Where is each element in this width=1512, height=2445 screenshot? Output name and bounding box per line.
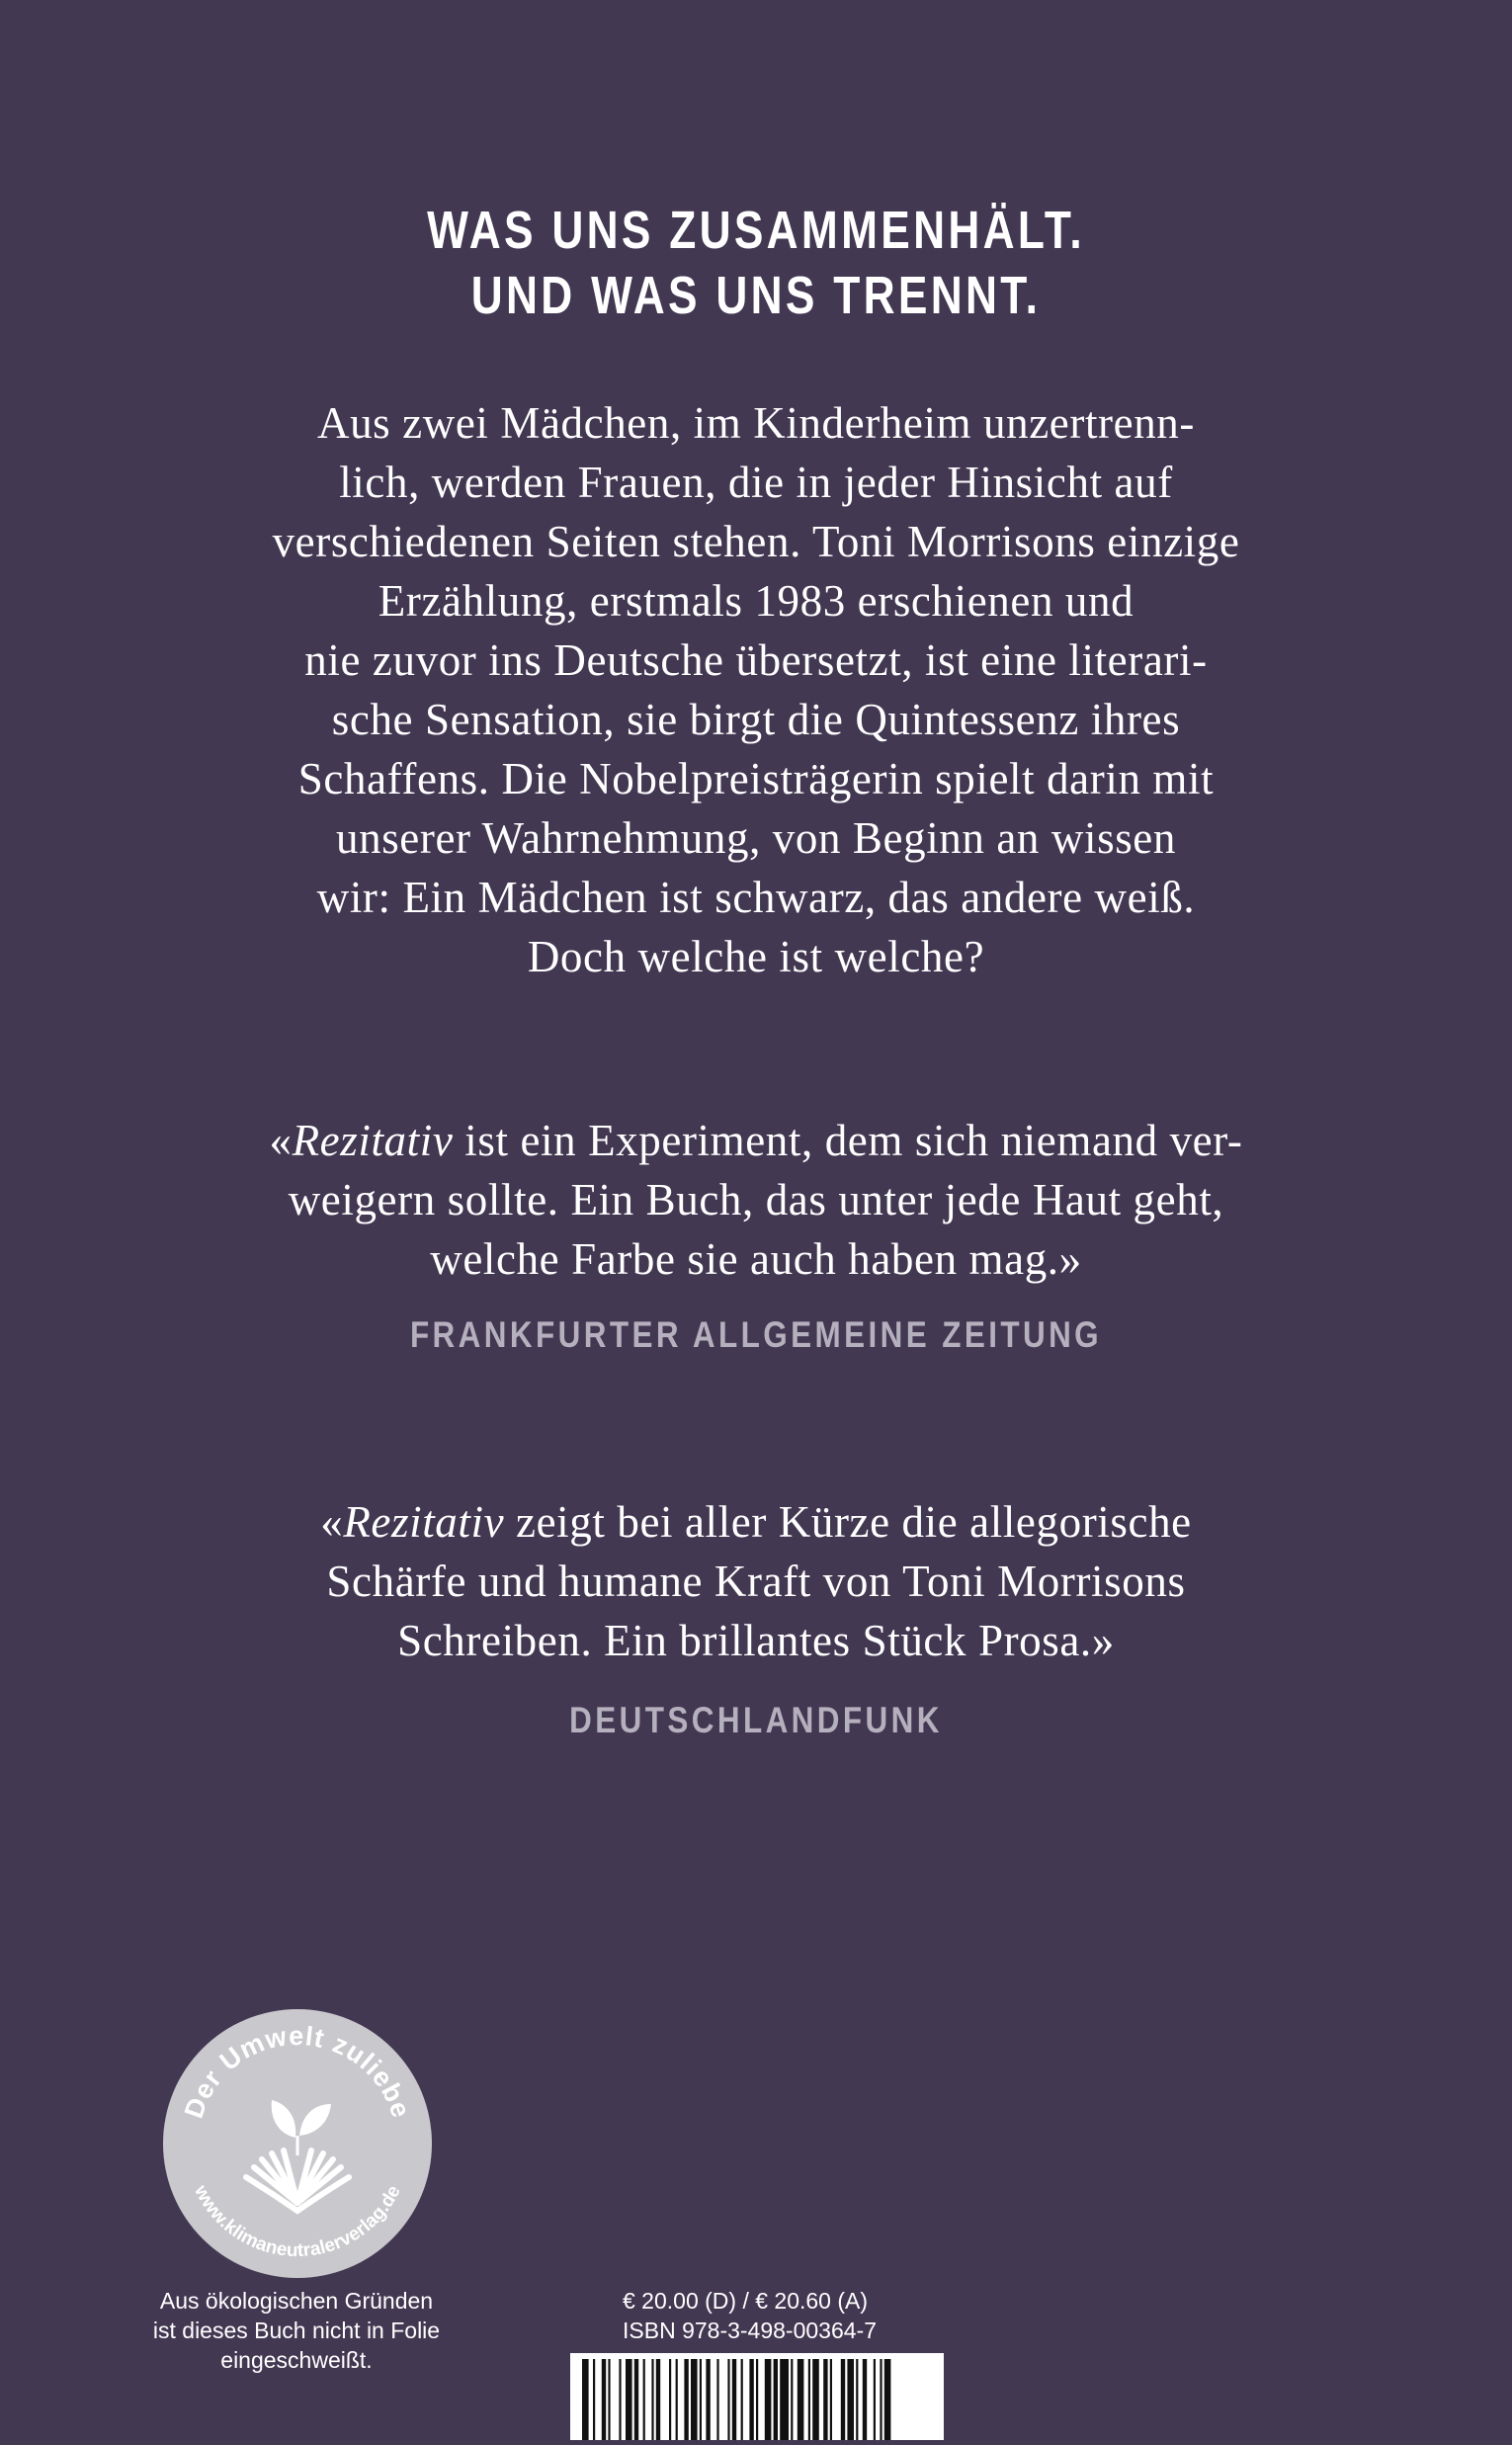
quote-text: zeigt bei aller Kürze die allegorische: [504, 1497, 1192, 1547]
barcode-bar: [765, 2359, 772, 2440]
barcode-bar: [756, 2359, 758, 2440]
barcode-bar: [700, 2359, 702, 2440]
barcode-bar: [847, 2359, 854, 2440]
barcode-bar: [749, 2359, 753, 2440]
barcode-bar: [863, 2359, 867, 2440]
blurb-line: Doch welche ist welche?: [527, 932, 985, 981]
barcode-bar: [727, 2359, 729, 2440]
quote-text: ist ein Experiment, dem sich niemand ver-: [453, 1116, 1243, 1165]
barcode-bar: [691, 2359, 698, 2440]
barcode-bar: [651, 2359, 653, 2440]
blurb-line: nie zuvor ins Deutsche übersetzt, ist eine literari-: [304, 635, 1208, 685]
barcode-bar: [656, 2359, 660, 2440]
quote-open-mark: «: [320, 1497, 344, 1547]
barcode-bar: [608, 2359, 610, 2440]
barcode-bar: [626, 2359, 632, 2440]
barcode-bar: [791, 2359, 793, 2440]
quote-book-title: Rezitativ: [292, 1116, 454, 1165]
review-quote-faz: [128, 1111, 1384, 1289]
quote-open-mark: «: [269, 1116, 293, 1165]
quote-book-title: Rezitativ: [343, 1497, 505, 1547]
barcode-bar: [780, 2359, 789, 2440]
headline: [136, 198, 1377, 328]
barcode-bar: [874, 2359, 876, 2440]
barcode-bar: [706, 2359, 710, 2440]
headline-line: UND WAS UNS TRENNT.: [470, 266, 1042, 325]
barcode-bar: [812, 2359, 819, 2440]
barcode-bar: [619, 2359, 621, 2440]
blurb-line: Erzählung, erstmals 1983 erschienen und: [378, 576, 1134, 626]
review-source-faz: FRANKFURTER ALLGEMEINE ZEITUNG: [409, 1314, 1103, 1355]
barcode-bar: [741, 2359, 743, 2440]
blurb-line: lich, werden Frauen, die in jeder Hinsicht auf: [339, 458, 1173, 507]
quote-line: [128, 1492, 1384, 1552]
blurb-line: sche Sensation, sie birgt die Quintessenz ihres: [331, 695, 1181, 744]
barcode-bars: [570, 2353, 944, 2440]
blurb-line: unserer Wahrnehmung, von Beginn an wissen: [336, 813, 1176, 863]
blurb-line: Schaffens. Die Nobelpreisträgerin spielt darin mit: [297, 754, 1215, 803]
barcode-bar: [582, 2359, 589, 2440]
svg-text:Der Umwelt zuliebe: [179, 2021, 417, 2122]
barcode-bar: [823, 2359, 827, 2440]
eco-note-line: Aus ökologischen Gründen: [159, 2288, 434, 2314]
barcode-bar: [669, 2359, 671, 2440]
barcode-bar: [684, 2359, 688, 2440]
review-source-dlf: DEUTSCHLANDFUNK: [569, 1700, 943, 1740]
seal-top-text: Der Umwelt zuliebe: [178, 2020, 417, 2123]
price-block: [623, 2286, 877, 2345]
eco-note: [109, 2286, 484, 2375]
quote-line: [128, 1111, 1384, 1170]
barcode-bar: [830, 2359, 832, 2440]
quote-line: welche Farbe sie auch haben mag.»: [430, 1234, 1082, 1284]
barcode-bar: [716, 2359, 718, 2440]
barcode-bar: [798, 2359, 804, 2440]
quote-line: weigern sollte. Ein Buch, das unter jede Haut geht,: [288, 1175, 1224, 1224]
barcode-bar: [884, 2359, 891, 2440]
eco-note-line: ist dieses Buch nicht in Folie: [152, 2318, 441, 2343]
blurb: [148, 393, 1364, 986]
leaf-book-icon: [163, 2009, 432, 2278]
quote-line: Schreiben. Ein brillantes Stück Prosa.»: [397, 1616, 1115, 1665]
blurb-line: Aus zwei Mädchen, im Kinderheim unzertrenn-: [316, 398, 1195, 448]
isbn: ISBN 978-3-498-00364-7: [623, 2318, 877, 2343]
barcode-bar: [774, 2359, 778, 2440]
review-quote-dlf: [128, 1492, 1384, 1670]
headline-line: WAS UNS ZUSAMMENHÄLT.: [427, 201, 1085, 260]
blurb-line: verschiedenen Seiten stehen. Toni Morrisons einzige: [272, 517, 1240, 566]
barcode-bar: [808, 2359, 810, 2440]
barcode-bar: [676, 2359, 678, 2440]
barcode-bar: [841, 2359, 845, 2440]
seal-bottom-text: www.klimaneutralerverlag.de: [190, 2182, 405, 2262]
barcode-bar: [856, 2359, 858, 2440]
quote-line: Schärfe und humane Kraft von Toni Morrisons: [326, 1557, 1186, 1606]
barcode-bar: [880, 2359, 882, 2440]
eco-seal: [163, 2009, 432, 2278]
barcode-bar: [593, 2359, 595, 2440]
barcode-bar: [602, 2359, 606, 2440]
barcode-bar: [634, 2359, 638, 2440]
eco-note-line: eingeschweißt.: [220, 2347, 373, 2373]
barcode-bar: [643, 2359, 645, 2440]
barcode-bar: [732, 2359, 736, 2440]
price: € 20.00 (D) / € 20.60 (A): [623, 2288, 869, 2314]
blurb-line: wir: Ein Mädchen ist schwarz, das andere weiß.: [316, 873, 1196, 922]
barcode: [570, 2353, 944, 2440]
